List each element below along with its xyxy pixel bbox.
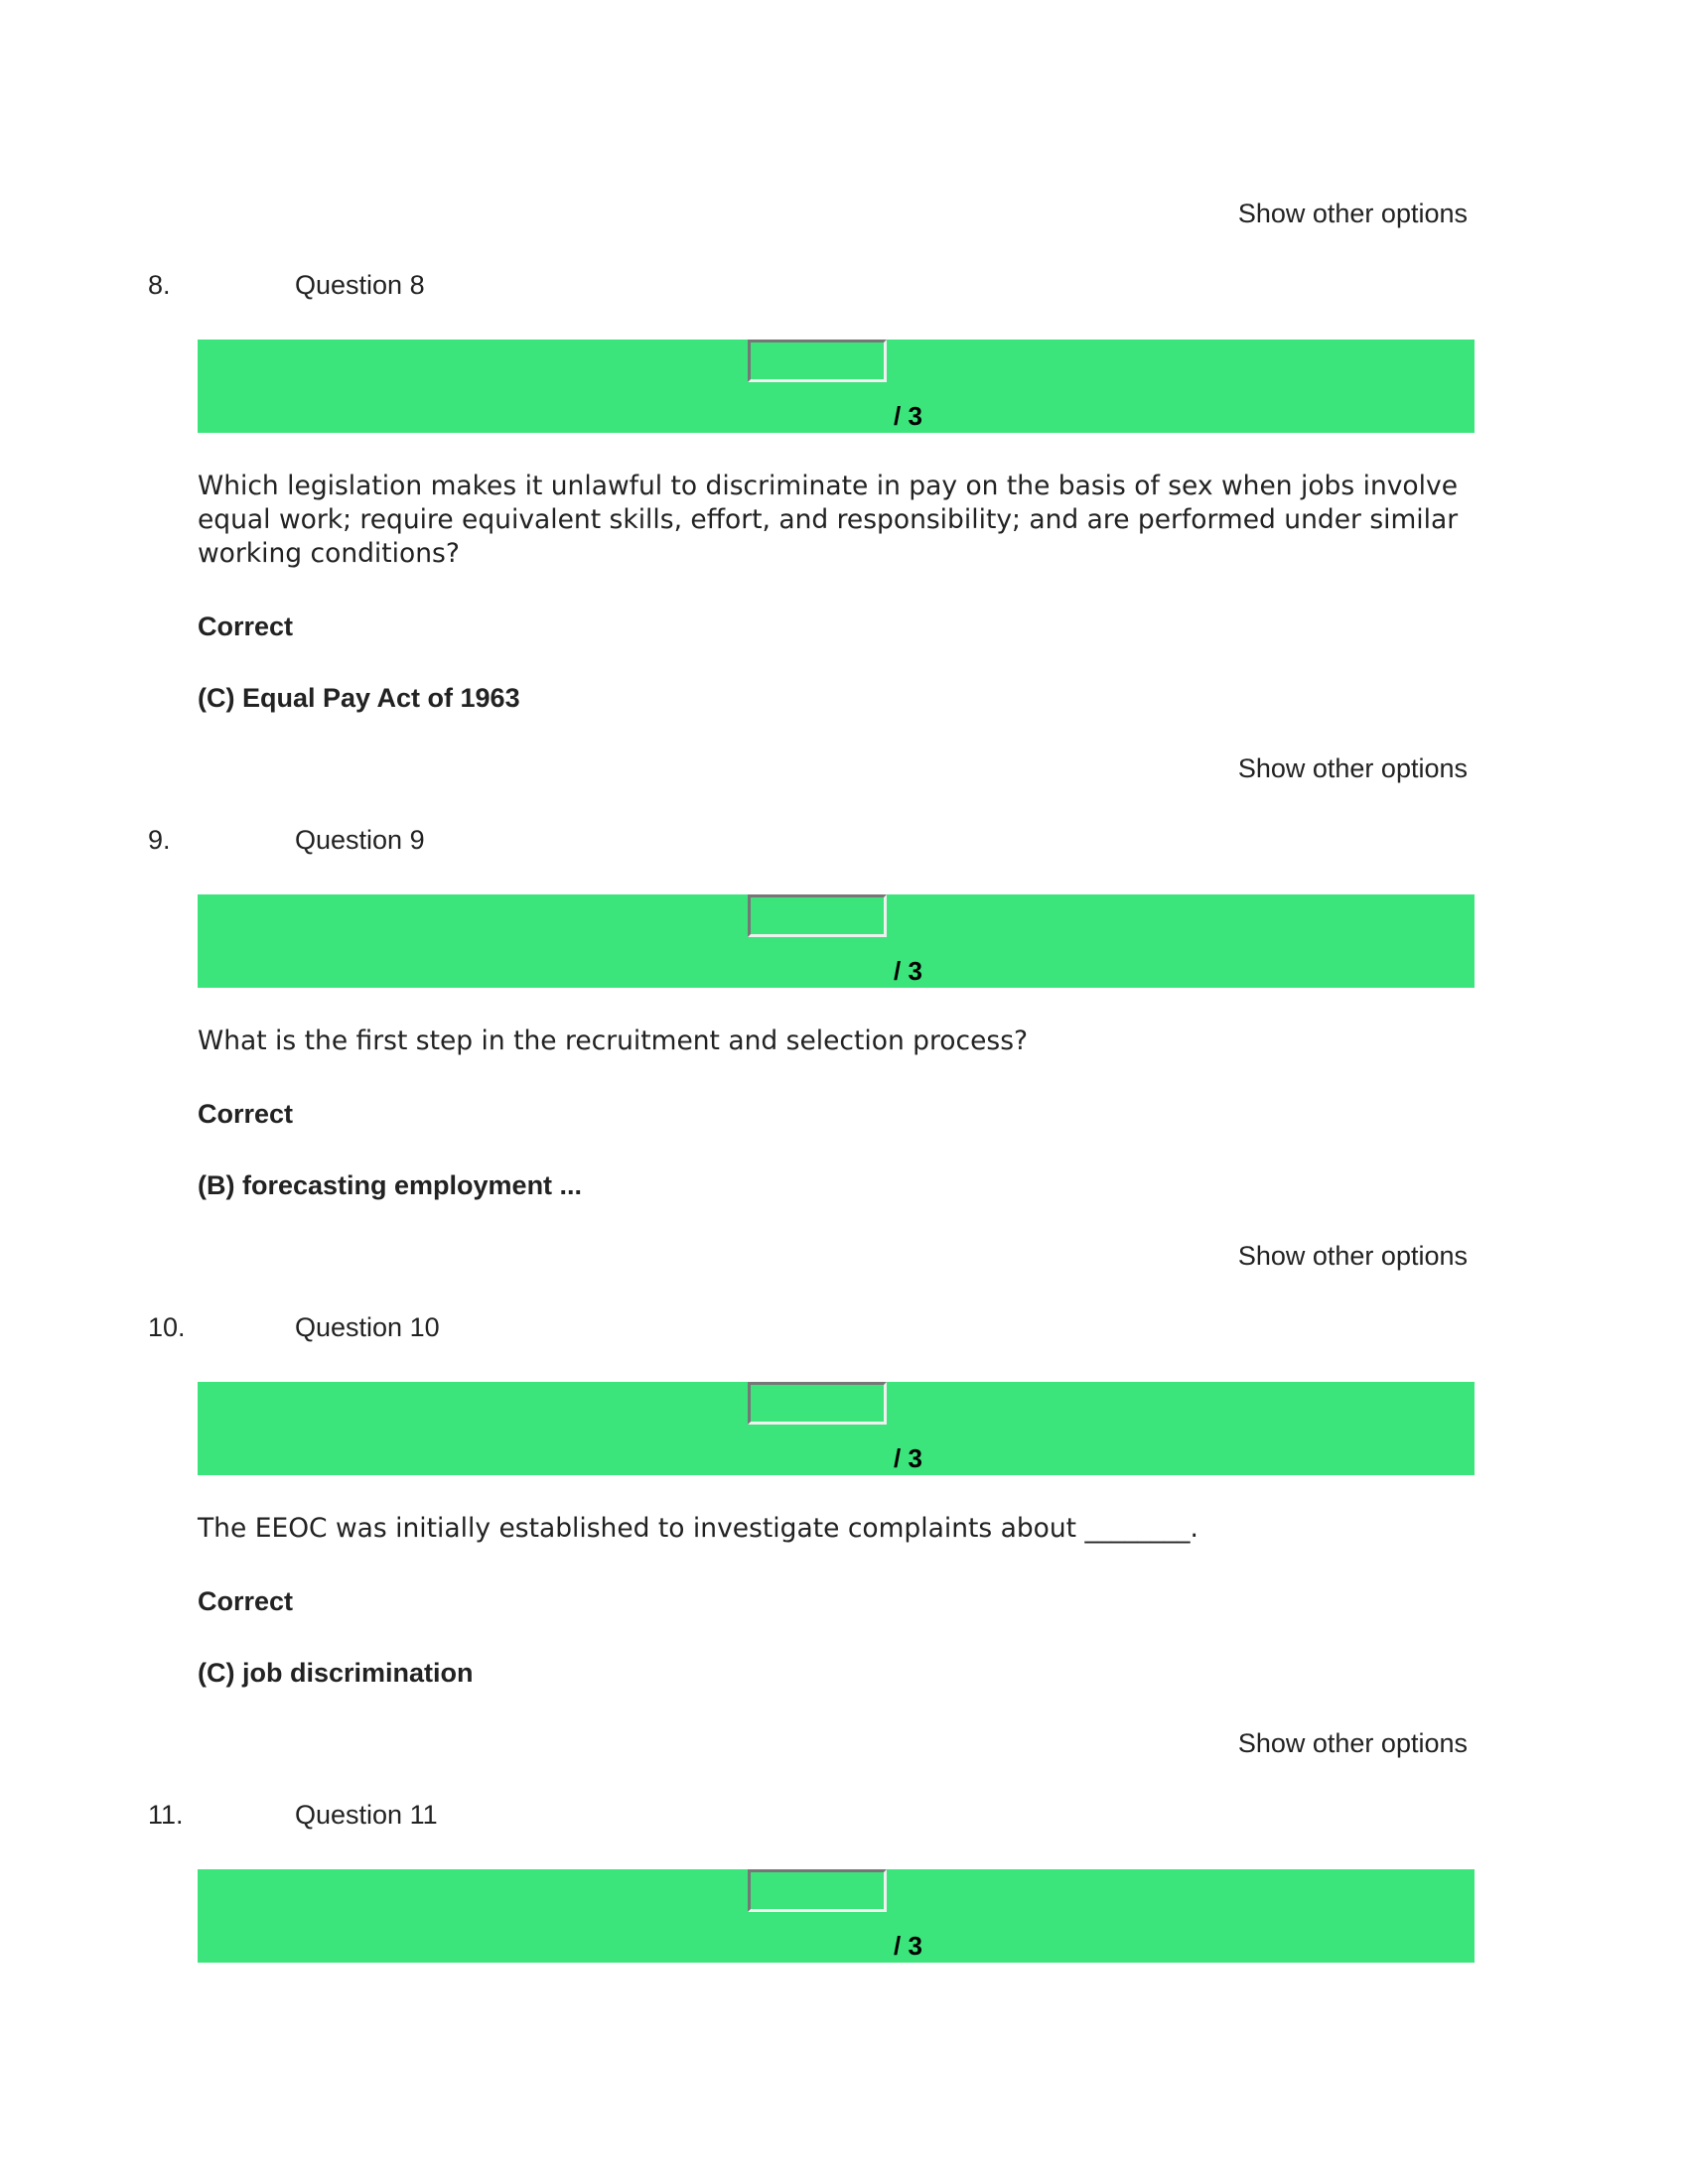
question-text: Which legislation makes it unlawful to discriminate in pay on the basis of sex when jobs involve equal work; require equivalent skills, effort, and responsibility; and are performed under similar working conditions? — [198, 471, 1459, 569]
score-input[interactable] — [748, 1869, 887, 1912]
question-title: Question 11 — [295, 1800, 438, 1830]
score-total: / 3 — [894, 1443, 922, 1473]
score-total: / 3 — [894, 1931, 922, 1961]
score-input[interactable] — [748, 1382, 887, 1425]
question-header — [0, 823, 1688, 857]
question-text: What is the first step in the recruitment and selection process? — [198, 1025, 1029, 1056]
question-header — [0, 1310, 1688, 1344]
question-number: 11. — [148, 1800, 184, 1830]
question-block-10 — [0, 1239, 1688, 1690]
selected-answer: (C) Equal Pay Act of 1963 — [198, 683, 520, 713]
question-number: 8. — [148, 270, 171, 300]
question-block-9 — [0, 751, 1688, 1202]
question-number: 10. — [148, 1312, 186, 1342]
selected-answer: (B) forecasting employment ... — [198, 1170, 583, 1200]
question-header — [0, 268, 1688, 302]
question-title: Question 10 — [295, 1312, 440, 1342]
answer-status: Correct — [198, 612, 294, 641]
question-block-8 — [0, 197, 1688, 715]
score-total: / 3 — [894, 956, 922, 986]
question-text: The EEOC was initially established to investigate complaints about ________. — [198, 1513, 1198, 1544]
question-title: Question 8 — [295, 270, 425, 300]
score-input[interactable] — [748, 340, 887, 382]
answer-status: Correct — [198, 1099, 294, 1129]
score-bar — [198, 1382, 1475, 1475]
quiz-results — [0, 197, 1688, 1963]
show-other-options-link[interactable]: Show other options — [1237, 753, 1468, 783]
score-input[interactable] — [748, 894, 887, 937]
score-total: / 3 — [894, 401, 922, 431]
show-other-options-link[interactable]: Show other options — [1237, 1241, 1468, 1271]
score-bar — [198, 894, 1475, 988]
score-bar — [198, 1869, 1475, 1963]
question-title: Question 9 — [295, 825, 425, 855]
score-bar — [198, 340, 1475, 433]
question-header — [0, 1798, 1688, 1832]
show-other-options-link[interactable]: Show other options — [1237, 199, 1468, 228]
answer-status: Correct — [198, 1586, 294, 1616]
selected-answer: (C) job discrimination — [198, 1658, 474, 1688]
question-block-11 — [0, 1726, 1688, 1963]
show-other-options-link[interactable]: Show other options — [1237, 1728, 1468, 1758]
question-number: 9. — [148, 825, 171, 855]
